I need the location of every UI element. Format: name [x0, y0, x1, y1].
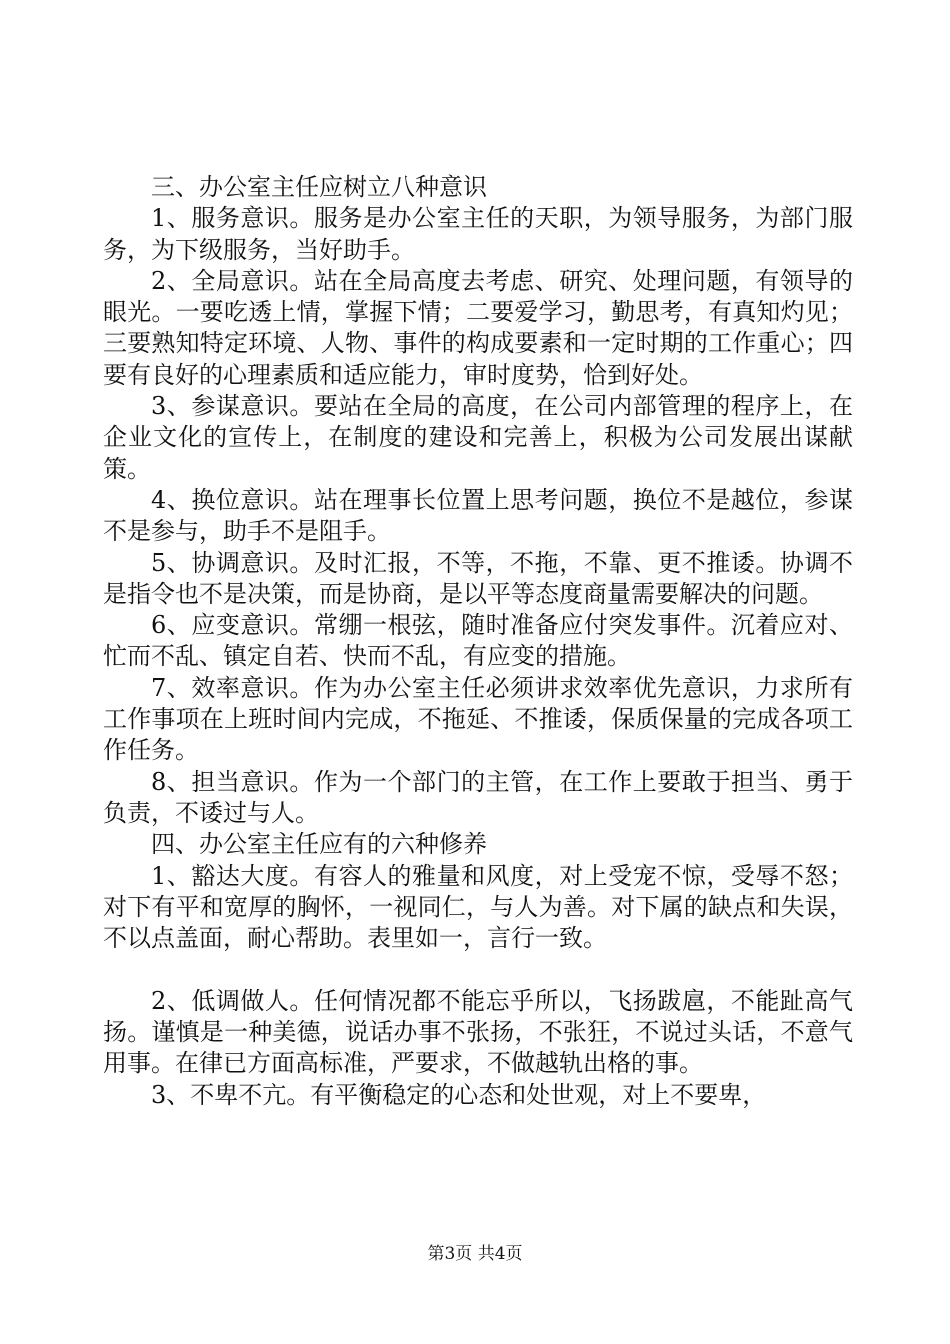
section-heading-3: 三、办公室主任应树立八种意识 [151, 173, 487, 201]
paragraph-coordination-awareness: 5、协调意识。及时汇报，不等，不拖，不靠、更不推诿。协调不是指令也不是决策，而是协商，是以平等态度商量需要解决的问题。 [103, 548, 853, 608]
paragraph-adaptability-awareness: 6、应变意识。常绷一根弦，随时准备应付突发事件。沉着应对、忙而不乱、镇定自若、快而不乱，有应变的措施。 [103, 611, 853, 671]
paragraph-composure: 3、不卑不亢。有平衡稳定的心态和处世观，对上不要卑， [151, 1080, 767, 1109]
paragraph-magnanimity: 1、豁达大度。有容人的雅量和风度，对上受宠不惊，受辱不怒；对下有平和宽厚的胸怀，一视同仁，与人为善。对下属的缺点和失误，不以点盖面，耐心帮助。表里如一，言行一致。 [103, 861, 853, 953]
paragraph-efficiency-awareness: 7、效率意识。作为办公室主任必须讲求效率优先意识，力求所有工作事项在上班时间内完成，不拖延、不推诿，保质保量的完成各项工作任务。 [103, 673, 853, 765]
paragraph-responsibility-awareness: 8、担当意识。作为一个部门的主管，在工作上要敢于担当、勇于负责，不诿过与人。 [103, 767, 853, 827]
paragraph-low-profile: 2、低调做人。任何情况都不能忘乎所以，飞扬跋扈，不能趾高气扬。谨慎是一种美德，说话办事不张扬，不张狂，不说过头话，不意气用事。在律已方面高标准，严要求，不做越轨出格的事。 [103, 986, 853, 1078]
paragraph-overall-awareness: 2、全局意识。站在全局高度去考虑、研究、处理问题，有领导的眼光。一要吃透上情，掌握下情；二要爱学习，勤思考，有真知灼见；三要熟知特定环境、人物、事件的构成要素和一定时期的工作重心；四要有良好的心理素质和适应能力，审时度势，恰到好处。 [103, 266, 853, 389]
paragraph-service-awareness: 1、服务意识。服务是办公室主任的天职，为领导服务，为部门服务，为下级服务，当好助手。 [103, 204, 853, 264]
document-body [103, 172, 853, 1111]
blank-line [103, 954, 853, 985]
page-footer: 第3页 共4页 [427, 1244, 523, 1264]
paragraph-advisory-awareness: 3、参谋意识。要站在全局的高度，在公司内部管理的程序上，在企业文化的宣传上，在制度的建设和完善上，积极为公司发展出谋献策。 [103, 392, 853, 483]
paragraph-perspective-awareness: 4、换位意识。站在理事长位置上思考问题，换位不是越位，参谋不是参与，助手不是阻手。 [103, 485, 853, 546]
section-heading-4: 四、办公室主任应有的六种修养 [151, 830, 487, 859]
